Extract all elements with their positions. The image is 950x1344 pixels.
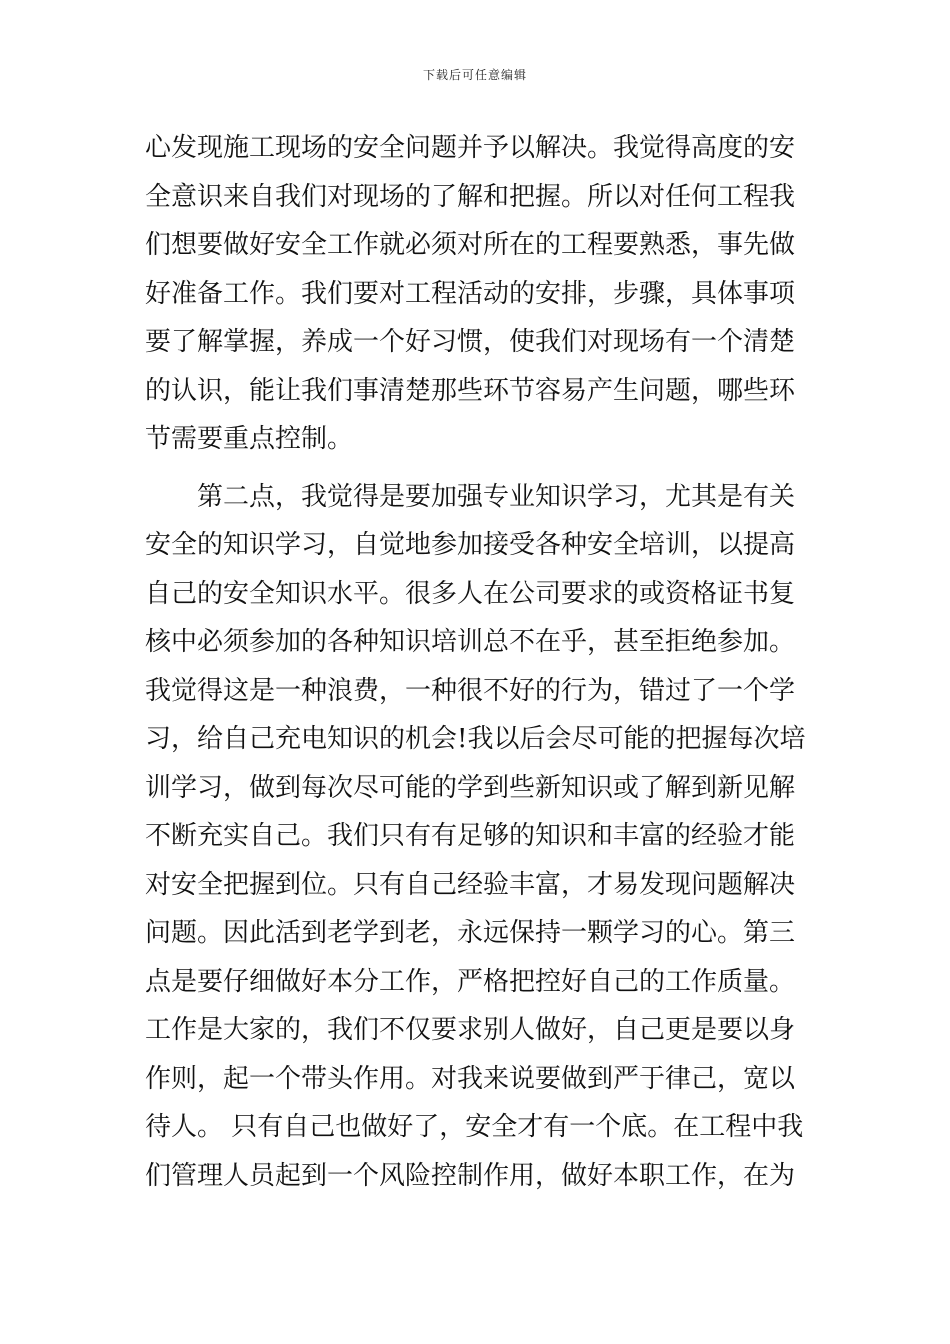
text-line: 训学习，做到每次尽可能的学到些新知识或了解到新见解 [145,772,796,803]
text-line: 工作是大家的，我们不仅要求别人做好，自己更是要以身 [145,1015,796,1045]
text-line: 作则，起一个带头作用。对我来说要做到严于律己，宽以 [145,1063,796,1094]
text-line: 问题。因此活到老学到老，永远保持一颗学习的心。第三 [145,918,796,948]
text-line: 对安全把握到位。只有自己经验丰富，才易发现问题解决 [145,869,796,900]
text-line: 点是要仔细做好本分工作，严格把控好自己的工作质量。 [145,966,796,997]
paragraph-start-line: 第二点，我觉得是要加强专业知识学习，尤其是有关 [145,481,796,512]
text-line: 节需要重点控制。 [145,424,354,454]
text-line: 心发现施工现场的安全问题并予以解决。我觉得高度的安 [145,133,796,163]
text-line: 们想要做好安全工作就必须对所在的工程要熟悉，事先做 [145,230,796,260]
text-line: 的认识，能让我们事清楚那些环节容易产生问题，哪些环 [145,375,796,406]
text-line: 习，给自己充电知识的机会!我以后会尽可能的把握每次培 [145,724,806,754]
text-line: 们管理人员起到一个风险控制作用，做好本职工作，在为 [145,1160,796,1191]
text-line: 安全的知识学习，自觉地参加接受各种安全培训，以提高 [145,530,796,560]
text-line: 不断充实自己。我们只有有足够的知识和丰富的经验才能 [145,821,796,851]
text-line: 好准备工作。我们要对工程活动的安排，步骤，具体事项 [145,278,796,309]
text-line: 全意识来自我们对现场的了解和把握。所以对任何工程我 [145,181,796,212]
text-line: 要了解掌握，养成一个好习惯，使我们对现场有一个清楚 [145,327,796,357]
text-line: 我觉得这是一种浪费，一种很不好的行为，错过了一个学 [145,675,796,706]
document-body [145,124,810,1200]
text-line: 待人。 只有自己也做好了，安全才有一个底。在工程中我 [145,1112,804,1142]
text-line: 自己的安全知识水平。很多人在公司要求的或资格证书复 [145,578,796,609]
page-header: 下载后可任意编辑 [422,68,527,82]
text-line: 核中必须参加的各种知识培训总不在乎，甚至拒绝参加。 [145,627,796,657]
